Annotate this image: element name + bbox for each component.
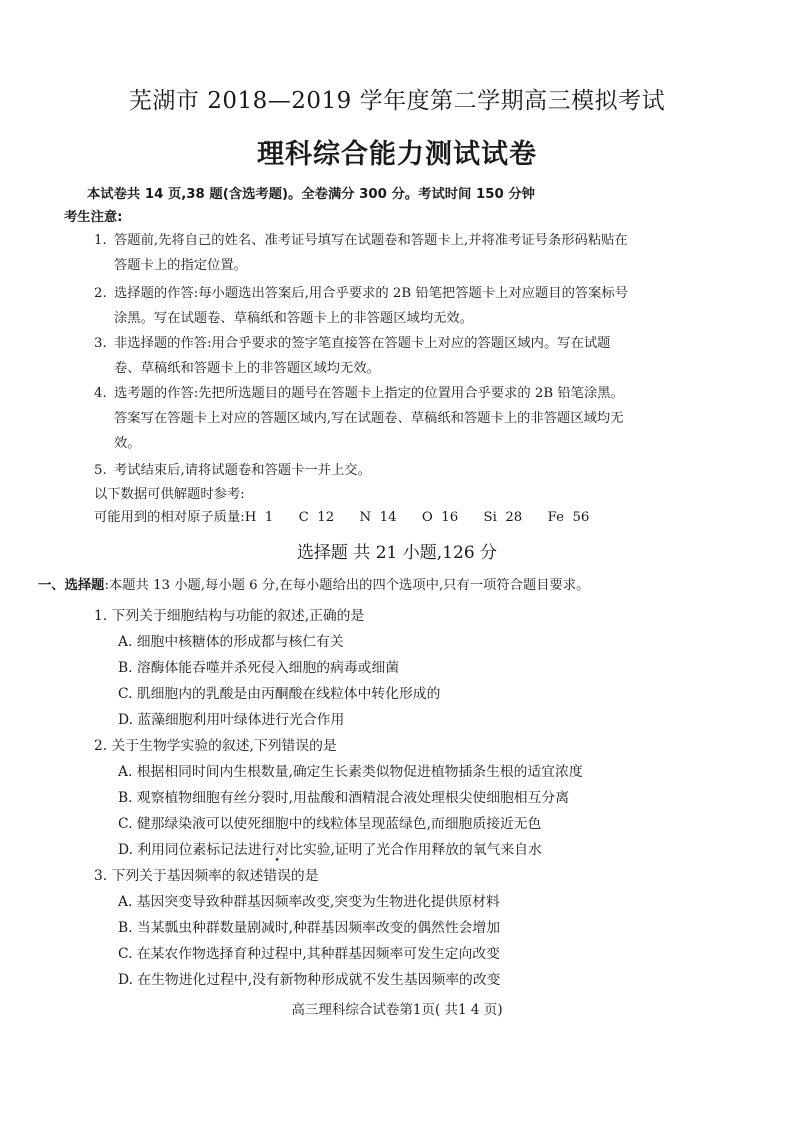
option-a: A. 基因突变导致种群基因频率改变,突变为生物进化提供原材料	[118, 894, 500, 910]
part-description: :本题共 13 小题,每小题 6 分,在每小题给出的四个选项中,只有一项符合题目要求。	[104, 578, 590, 593]
note-line: 非选择题的作答:用合乎要求的签字笔直接答在答题卡上对应的答题区域内。写在试题	[114, 336, 611, 351]
exam-title: 芜湖市 2018—2019 学年度第二学期高三模拟考试	[128, 88, 666, 114]
note-item	[94, 384, 624, 404]
exam-summary: 本试卷共 14 页,38 题(含选考题)。全卷满分 300 分。考试时间 150 分钟	[87, 187, 535, 202]
option-c: C. 健那绿染液可以使死细胞中的线粒体呈现蓝绿色,而细胞质接近无色	[118, 816, 542, 832]
note-line: 效。	[114, 436, 141, 451]
question-stem	[94, 864, 319, 884]
note-line: 考试结束后,请将试题卷和答题卡一并上交。	[114, 463, 371, 478]
option-d: D. 蓝藻细胞利用叶绿体进行光合作用	[118, 712, 345, 728]
note-line: 卷、草稿纸和答题卡上的非答题区域均无效。	[114, 361, 380, 376]
option-b: B. 当某瓢虫种群数量剧减时,种群基因频率改变的偶然性会增加	[118, 920, 501, 936]
question-stem: 1. 下列关于细胞结构与功能的叙述,正确的是	[94, 608, 365, 624]
note-line: 答案写在答题卡上对应的答题区域内,写在试题卷、草稿纸和答题卡上的非答题区域均无	[114, 411, 624, 426]
option-c: C. 肌细胞内的乳酸是由丙酮酸在线粒体中转化形成的	[118, 686, 441, 702]
note-line: 涂黑。写在试题卷、草稿纸和答题卡上的非答题区域均无效。	[114, 311, 474, 326]
note-number: 1.	[94, 233, 107, 248]
stem-text: 3. 下列关于基因频率的叙述	[94, 868, 264, 884]
note-item	[94, 231, 628, 251]
atomic-mass-line: 可能用到的相对原子质量:H 1 C 12 N 14 O 16 Si 28 Fe 56	[94, 510, 590, 525]
notes-heading: 考生注意:	[64, 210, 123, 225]
note-number: 4.	[94, 386, 107, 401]
part-label: 一、选择题	[38, 578, 105, 593]
note-item	[94, 284, 628, 304]
note-line: 选择题的作答:每小题选出答案后,用合乎要求的 2B 铅笔把答题卡上对应题目的答案标号	[114, 286, 629, 301]
reference-data-intro: 以下数据可供解题时参考:	[94, 487, 245, 502]
option-b: B. 观察植物细胞有丝分裂时,用盐酸和酒精混合液处理根尖使细胞相互分离	[118, 790, 569, 806]
option-d: D. 利用同位素标记法进行对比实验,证明了光合作用释放的氧气来自水	[118, 842, 542, 858]
page-footer: 高三理科综合试卷第1页( 共1 4 页)	[291, 1002, 503, 1018]
note-line: 答题前,先将自己的姓名、准考证号填写在试题卷和答题卡上,并将准考证号条形码粘贴在	[114, 233, 628, 248]
option-a: A. 细胞中核糖体的形成都与核仁有关	[118, 634, 344, 650]
part-heading	[38, 576, 589, 596]
section-title: 选择题 共 21 小题,126 分	[296, 543, 498, 563]
note-number: 5.	[94, 463, 107, 478]
note-line: 答题卡上的指定位置。	[114, 258, 247, 273]
note-line: 选考题的作答:先把所选题目的题号在答题卡上指定的位置用合乎要求的 2B 铅笔涂黑。	[114, 386, 624, 401]
option-b: B. 溶酶体能吞噬并杀死侵入细胞的病毒或细菌	[118, 660, 400, 676]
emphasized-word: 错误	[263, 868, 291, 884]
paper-title: 理科综合能力测试试卷	[257, 139, 537, 170]
option-d: D. 在生物进化过程中,没有新物种形成就不发生基因频率的改变	[118, 972, 501, 988]
note-item	[94, 461, 371, 481]
question-stem: 2. 关于生物学实验的叙述,下列错误的是	[94, 738, 337, 754]
note-number: 3.	[94, 336, 107, 351]
note-number: 2.	[94, 286, 107, 301]
option-a: A. 根据相同时间内生根数量,确定生长素类似物促进植物插条生根的适宜浓度	[118, 764, 583, 780]
note-item	[94, 334, 610, 354]
option-c: C. 在某农作物选择育种过程中,其种群基因频率可发生定向改变	[118, 946, 500, 962]
stem-text: 的是	[290, 868, 319, 884]
